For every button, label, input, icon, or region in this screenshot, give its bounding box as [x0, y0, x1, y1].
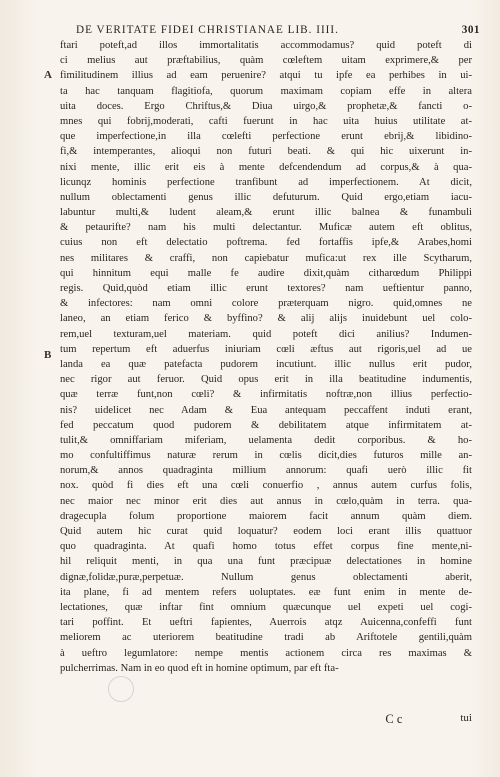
margin-marker-b: B [44, 349, 52, 361]
text-line: dignæ,folidæ,puræ,perpetuæ. Nullum genus oblectamenti aberit, [60, 571, 472, 583]
library-stamp [108, 676, 134, 702]
text-line: mnes qui fobrij,moderati, cafti fuerunt in hac uita huius utilitate at- [60, 115, 472, 127]
text-line: que imperfectione,in illa cœlefti perfectione erunt ebrij,& libidino- [60, 131, 472, 143]
body-text [60, 38, 472, 676]
text-line: nox. quòd fi dies eft una cœli conuerfio , annus autem curfus folis, [60, 480, 472, 492]
text-line: dragecupla folum proportione maiorem facit annum quàm diem. [60, 510, 472, 522]
text-line: nis? uidelicet nec Adam & Eua antequam peccaffent induti erant, [60, 404, 472, 416]
catchword: tui [460, 712, 472, 724]
text-line: nixi mente, illic erit eis à mente defcendendum ad corpus,& à qua- [60, 161, 472, 173]
text-line: uita doces. Ergo Chriftus,& Diua uirgo,& prophetæ,& fancti o- [60, 100, 472, 112]
text-line: hil reliquit menti, in qua una funt præcipuæ delectationes in homine [60, 556, 472, 568]
text-line: quo quadraginta. At quafi homo totus effet corpus fine mente,ni- [60, 541, 472, 553]
page-footer [60, 712, 472, 727]
text-line: nes militares & craffi, non capiebatur mufica:ut rex ille Scytharum, [60, 252, 472, 264]
text-line: lectationes, quæ inftar fint omnium quæcunque uel expeti uel cogi- [60, 601, 472, 613]
text-line: meliorem ac uteriorem beatitudine tradi ab Ariftotele gentili,quàm [60, 632, 472, 644]
text-line: norum,& annos quadraginta millium annorum: quafi uerò illic fit [60, 465, 472, 477]
text-line: & infectores: nam omni colore præterquam nigro. quid,omnes ne [60, 298, 472, 310]
text-line: & petaurifte? nam his multi delectantur. Muficæ autem eft oblitus, [60, 222, 472, 234]
text-line: ftari poteft,ad illos immortalitatis accommodamus? quid poteft di [60, 40, 472, 51]
text-line: cuius non eft delectatio poftrema. fed fortaffis ipfe,& Arabes,homi [60, 237, 472, 249]
text-line: fi,& intemperantes, alioqui non futuri beati. & qui hic uixerunt in- [60, 146, 472, 158]
text-line: landa ea quæ patefacta pudorem incutiunt. illic nullus erit pudor, [60, 358, 472, 370]
running-title: DE VERITATE FIDEI CHRISTIANAE LIB. IIII. [76, 24, 339, 36]
text-line: pulcherrimas. Nam in eo quod eft in homine optimum, par eft fta- [60, 662, 339, 674]
text-line: nullum oblectamenti genus illic defuturum. Quid ergo,etiam iacu- [60, 191, 472, 203]
text-line: mo confultiffimus naturæ rerum in cœlis dicit,dies futuros mille an- [60, 450, 472, 462]
text-line: fimilitudinem illius ad eam peruenire? atqui tu ipfe ea perhibes in ui- [60, 70, 472, 82]
text-line: labuntur multi,& ludent aleam,& erunt illic balnea & funambuli [60, 207, 472, 219]
text-line: quæ terræ funt,non cœli? & infirmitatis noftræ,non illius perfectio- [60, 389, 472, 401]
text-line: laneo, an etiam ferico & byffino? & alij alijs inuidebunt uel colo- [60, 313, 472, 325]
text-line: regis. Quid,quòd etiam illic erunt textores? nam ueftientur panno, [60, 283, 472, 294]
text-line: rem,uel texturam,uel materiam. quid poteft dici anilius? Indumen- [60, 328, 472, 340]
text-line: nec rigor aut feruor. Quid opus erit in illa beatitudine indumentis, [60, 374, 472, 386]
text-line: tum repertum eft aduerfus iniuriam cœli æftus aut rigoris,uel ad ue [60, 343, 472, 355]
text-line: à ueftro legumlatore: nempe mentis actionem circa res maximas & [60, 647, 472, 659]
text-line: fed peccatum quod pudorem & debilitatem atque infirmitatem at- [60, 419, 472, 431]
text-line: ita plane, fi ad mentem refers uoluptates. eæ funt enim in mente de- [60, 586, 472, 598]
text-line: tari poffint. Et ueftri fapientes, Auerrois atqz Auicenna,confeffi funt [60, 617, 472, 629]
text-line: ci melius aut præftabilius, quàm cœleftem uitam exprimere,& per [60, 55, 472, 67]
text-line: nec maior nec minor erit dies aut annus in cœlo,quàm in terra. qua- [60, 495, 472, 507]
margin-marker-a: A [44, 69, 52, 81]
text-line: licunqz hominis perfectione tranfibunt ad imperfectionem. At dicit, [60, 176, 472, 188]
running-header [76, 24, 480, 36]
signature-mark: C c [385, 712, 403, 726]
folio-number: 301 [461, 24, 480, 36]
text-line: tulit,& omniffariam miferiam, uelamenta dedit corporibus. & ho- [60, 434, 472, 446]
text-line: ta hac tanquam flagitiofa, quorum maximam copiam effe in altera [60, 85, 472, 97]
text-line: qui hinnitum equi malle fe audire dixit,quàm citharœdum Philippi [60, 267, 472, 279]
text-line: Quid autem hic curat quid loquatur? eodem loci erant illis quattuor [60, 526, 472, 537]
